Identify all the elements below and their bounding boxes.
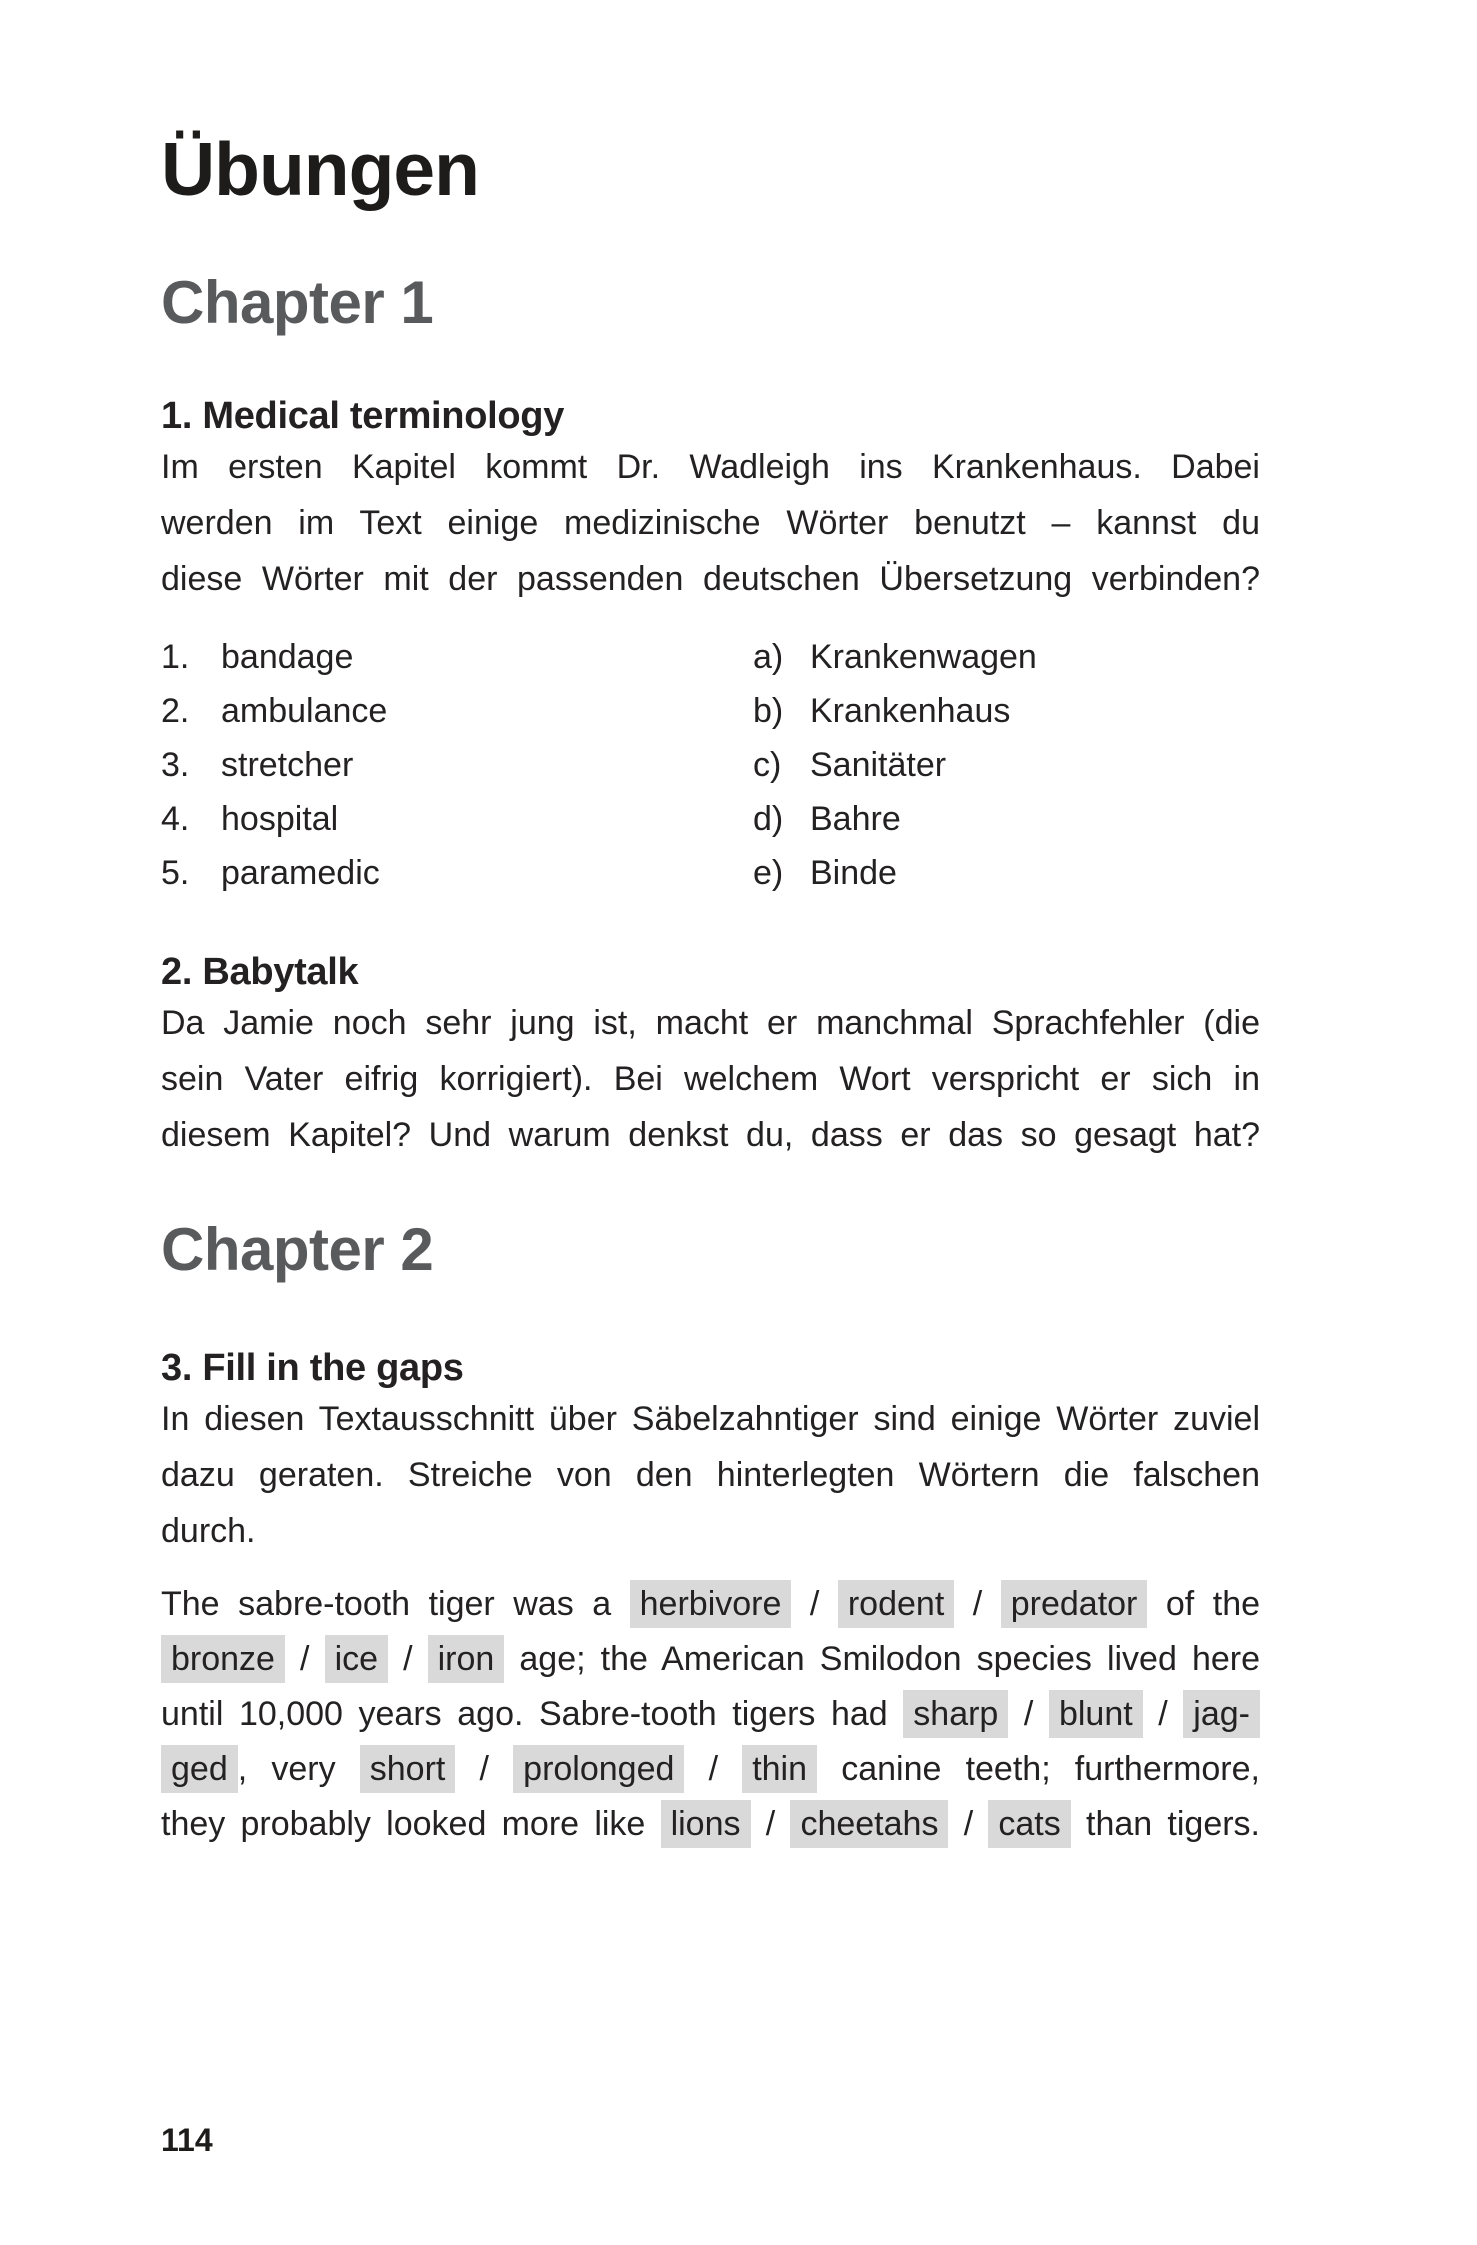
gap-text: canine teeth; furthermore, — [817, 1750, 1260, 1788]
match-row — [753, 792, 1260, 846]
matching-german-column — [753, 630, 1260, 900]
intro-line: Im ersten Kapitel kommt Dr. Wadleigh ins Krankenhaus. Dabei — [161, 448, 1260, 486]
gap-line — [161, 1632, 1260, 1687]
gap-text: until 10,000 years ago. Sabre-tooth tigers had — [161, 1695, 904, 1733]
highlighted-word: blunt — [1049, 1690, 1143, 1738]
english-word: stretcher — [221, 746, 354, 784]
german-word: Krankenhaus — [810, 692, 1011, 730]
german-word: Krankenwagen — [810, 638, 1037, 676]
chapter-1-heading: Chapter 1 — [161, 269, 434, 336]
word-separator: / — [388, 1640, 428, 1678]
intro-line: sein Vater eifrig korrigiert). Bei welchem Wort verspricht er sich in — [161, 1060, 1260, 1098]
highlighted-word: predator — [1001, 1580, 1148, 1628]
gap-text: of the — [1147, 1585, 1261, 1623]
intro-line: dazu geraten. Streiche von den hinterlegten Wörtern die falschen — [161, 1456, 1260, 1494]
item-number: 4. — [161, 800, 190, 838]
match-row — [753, 738, 1260, 792]
highlighted-word: lions — [661, 1800, 751, 1848]
german-word: Sanitäter — [810, 746, 947, 784]
highlighted-word: cheetahs — [790, 1800, 948, 1848]
match-row — [161, 792, 753, 846]
gap-text: , very — [237, 1750, 360, 1788]
exercise-3-intro — [161, 1391, 1260, 1559]
page-title: Übungen — [161, 127, 479, 211]
highlighted-word: short — [360, 1745, 456, 1793]
item-number: 2. — [161, 692, 190, 730]
page-content — [161, 0, 1260, 1852]
word-separator: / — [954, 1585, 1001, 1623]
exercise-2-heading: 2. Babytalk — [161, 951, 359, 993]
highlighted-word: bronze — [161, 1635, 285, 1683]
page-number: 114 — [161, 2122, 213, 2158]
item-letter: b) — [753, 692, 784, 730]
intro-line: werden im Text einige medizinische Wörter benutzt – kannst du — [161, 504, 1260, 542]
word-separator: / — [284, 1640, 325, 1678]
match-row — [161, 846, 753, 900]
gap-fill-paragraph — [161, 1577, 1260, 1852]
word-separator: / — [1008, 1695, 1049, 1733]
gap-text: than tigers. — [1070, 1805, 1260, 1843]
highlighted-word: jag- — [1183, 1690, 1260, 1738]
intro-line: Da Jamie noch sehr jung ist, macht er manchmal Sprachfehler (die — [161, 1004, 1260, 1042]
intro-line: In diesen Textausschnitt über Säbelzahntiger sind einige Wörter zuviel — [161, 1400, 1260, 1438]
intro-line: diese Wörter mit der passenden deutschen Übersetzung verbinden? — [161, 560, 1260, 598]
gap-line — [161, 1687, 1260, 1742]
highlighted-word: rodent — [838, 1580, 954, 1628]
exercise-3-heading: 3. Fill in the gaps — [161, 1347, 464, 1389]
highlighted-word: cats — [988, 1800, 1070, 1848]
exercise-1-intro — [161, 439, 1260, 607]
english-word: hospital — [221, 800, 339, 838]
item-letter: d) — [753, 800, 784, 838]
gap-line — [161, 1797, 1260, 1852]
match-row — [753, 846, 1260, 900]
highlighted-word: iron — [428, 1635, 505, 1683]
matching-list — [161, 630, 1260, 900]
item-number: 3. — [161, 746, 190, 784]
exercise-2-intro — [161, 995, 1260, 1163]
match-row — [161, 630, 753, 684]
gap-text: they probably looked more like — [161, 1805, 661, 1843]
gap-line — [161, 1577, 1260, 1632]
german-word: Bahre — [810, 800, 901, 838]
gap-line — [161, 1742, 1260, 1797]
highlighted-word: thin — [742, 1745, 817, 1793]
word-separator: / — [684, 1750, 743, 1788]
highlighted-word: herbivore — [630, 1580, 792, 1628]
english-word: paramedic — [221, 854, 380, 892]
match-row — [753, 630, 1260, 684]
exercise-1-heading: 1. Medical terminology — [161, 395, 565, 437]
german-word: Binde — [810, 854, 897, 892]
word-separator: / — [948, 1805, 989, 1843]
highlighted-word: ged — [161, 1745, 238, 1793]
gap-text: age; the American Smilodon species lived here — [504, 1640, 1260, 1678]
word-separator: / — [1142, 1695, 1184, 1733]
intro-line: durch. — [161, 1512, 256, 1550]
chapter-2-heading: Chapter 2 — [161, 1216, 434, 1283]
match-row — [753, 684, 1260, 738]
item-letter: c) — [753, 746, 782, 784]
match-row — [161, 684, 753, 738]
match-row — [161, 738, 753, 792]
intro-line: diesem Kapitel? Und warum denkst du, dass er das so gesagt hat? — [161, 1116, 1260, 1154]
word-separator: / — [455, 1750, 514, 1788]
english-word: ambulance — [221, 692, 388, 730]
highlighted-word: ice — [325, 1635, 388, 1683]
gap-text: The sabre-tooth tiger was a — [161, 1585, 630, 1623]
item-letter: e) — [753, 854, 784, 892]
highlighted-word: sharp — [903, 1690, 1008, 1738]
word-separator: / — [750, 1805, 791, 1843]
word-separator: / — [791, 1585, 838, 1623]
english-word: bandage — [221, 638, 354, 676]
matching-english-column — [161, 630, 753, 900]
item-number: 1. — [161, 638, 190, 676]
item-letter: a) — [753, 638, 784, 676]
item-number: 5. — [161, 854, 190, 892]
highlighted-word: prolonged — [513, 1745, 684, 1793]
